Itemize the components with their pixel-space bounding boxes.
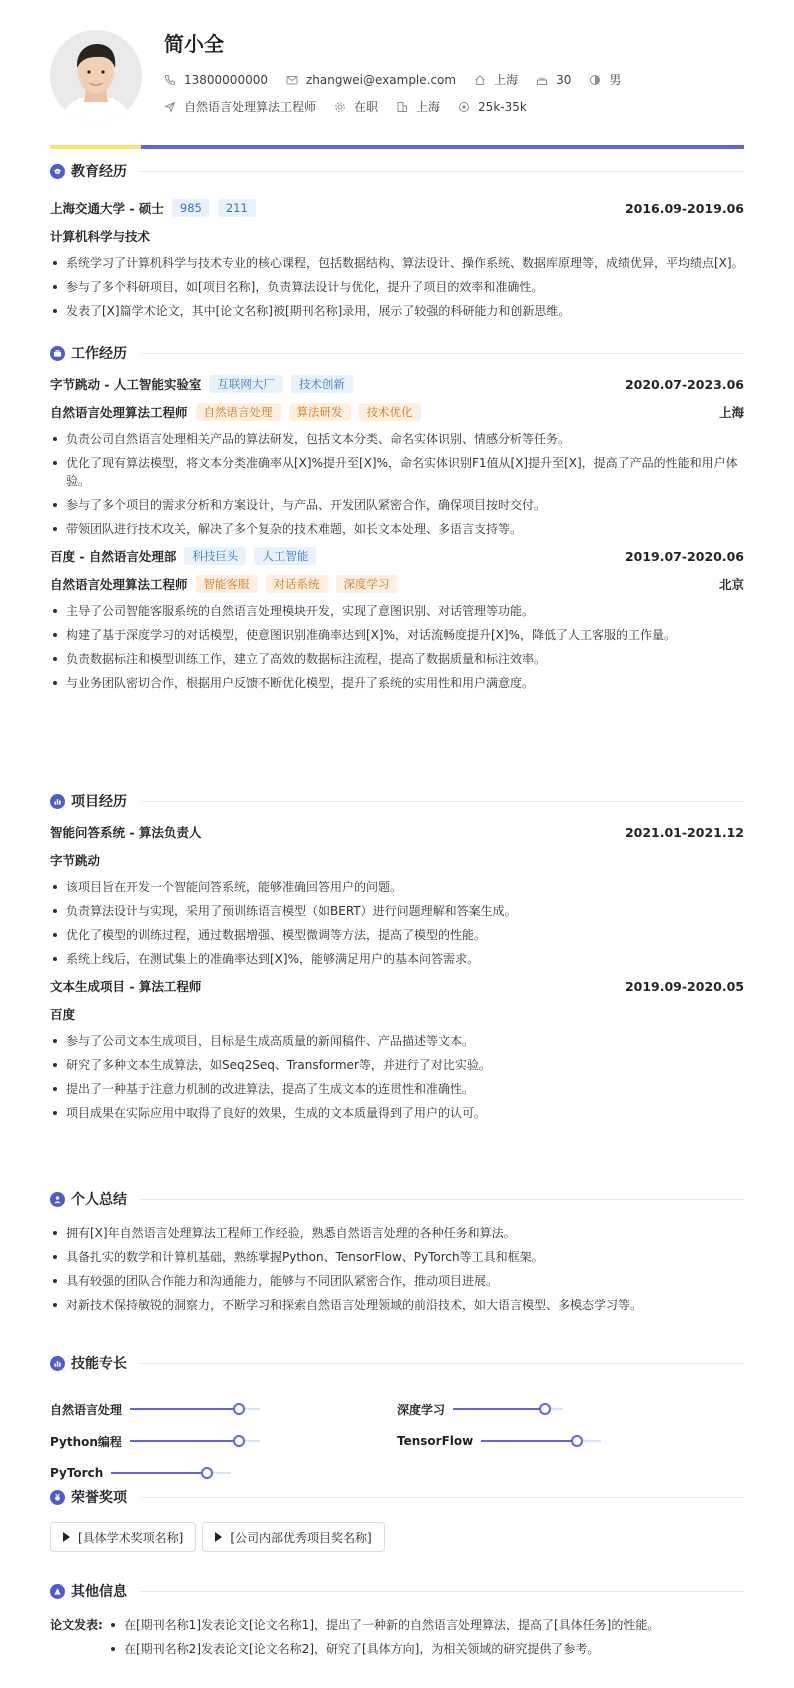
list-item: 负责公司自然语言处理相关产品的算法研发，包括文本分类、命名实体识别、情感分析等任务。 bbox=[50, 430, 744, 448]
project-entry bbox=[50, 974, 744, 1122]
age-text: 30 bbox=[556, 72, 572, 87]
section-rule bbox=[139, 171, 744, 172]
play-icon bbox=[215, 1532, 222, 1542]
section-rule bbox=[139, 801, 744, 802]
section-title: 技能专长 bbox=[71, 1356, 127, 1372]
projects-section bbox=[50, 790, 744, 1128]
list-item: 构建了基于深度学习的对话模型，使意图识别准确率达到[X]%，对话流畅度提升[X]%，降低了人工客服的工作量。 bbox=[50, 626, 744, 644]
phone-item bbox=[164, 73, 268, 87]
list-item: 与业务团队密切合作，根据用户反馈不断优化模型，提升了系统的实用性和用户满意度。 bbox=[50, 674, 744, 692]
education-date: 2016.09-2019.06 bbox=[624, 200, 744, 216]
award-item[interactable] bbox=[50, 1522, 196, 1552]
list-item: 在[期刊名称2]发表论文[论文名称2]，研究了[具体方向]，为相关领域的研究提供了参考。 bbox=[108, 1640, 744, 1658]
list-item: 带领团队进行技术攻关，解决了多个复杂的技术难题，如长文本处理、多语言支持等。 bbox=[50, 520, 744, 538]
company-row bbox=[50, 544, 744, 568]
list-item: 发表了[X]篇学术论文，其中[论文名称]被[期刊名称]录用，展示了较强的科研能力和创新思维。 bbox=[50, 302, 744, 320]
skill-knob bbox=[233, 1403, 245, 1415]
work-location: 上海 bbox=[718, 405, 744, 420]
building-icon bbox=[396, 101, 408, 113]
work-entry bbox=[50, 544, 744, 692]
project-org-row bbox=[50, 1002, 744, 1026]
skill-knob bbox=[233, 1435, 245, 1447]
list-item: 在[期刊名称1]发表论文[论文名称1]，提出了一种新的自然语言处理算法，提高了[具体任务]的性能。 bbox=[108, 1616, 744, 1634]
status-item bbox=[334, 98, 378, 115]
gear-icon bbox=[334, 101, 346, 113]
send-icon bbox=[164, 101, 176, 113]
list-item: 负责数据标注和模型训练工作，建立了高效的数据标注流程，提高了数据质量和标注效率。 bbox=[50, 650, 744, 668]
section-header bbox=[50, 790, 744, 812]
section-rule bbox=[139, 1497, 744, 1498]
skill-track bbox=[481, 1440, 601, 1442]
skill-name: 自然语言处理 bbox=[50, 1402, 123, 1417]
skill-item bbox=[50, 1432, 260, 1450]
skill-fill bbox=[111, 1472, 207, 1474]
award-item[interactable] bbox=[202, 1522, 384, 1552]
mail-icon bbox=[286, 74, 298, 86]
city-item bbox=[474, 71, 518, 88]
project-bullets bbox=[50, 1032, 744, 1122]
education-icon bbox=[50, 164, 65, 179]
skill-item bbox=[397, 1400, 563, 1418]
user-icon bbox=[50, 1192, 65, 1207]
header-divider bbox=[50, 145, 744, 149]
skill-item bbox=[397, 1432, 601, 1450]
list-item: 对新技术保持敏锐的洞察力，不断学习和探索自然语言处理领域的前沿技术，如大语言模型、多模态学习等。 bbox=[50, 1296, 744, 1314]
divider-accent-yellow bbox=[50, 145, 141, 149]
role-tag: 深度学习 bbox=[336, 575, 398, 593]
chart-icon bbox=[50, 794, 65, 809]
role-tag: 算法研发 bbox=[289, 403, 351, 421]
other-row bbox=[50, 1616, 744, 1664]
section-title: 教育经历 bbox=[71, 164, 127, 180]
school-tag: 211 bbox=[218, 199, 256, 217]
work-entry bbox=[50, 372, 744, 538]
skill-track bbox=[111, 1472, 231, 1474]
city-text: 上海 bbox=[494, 73, 519, 87]
skill-knob bbox=[539, 1403, 551, 1415]
section-header bbox=[50, 1188, 744, 1210]
play-icon bbox=[63, 1532, 70, 1542]
work-location: 北京 bbox=[718, 577, 744, 592]
gender-icon bbox=[589, 74, 601, 86]
phone-text: 13800000000 bbox=[184, 72, 268, 87]
gender-item bbox=[589, 71, 621, 88]
project-date: 2021.01-2021.12 bbox=[624, 824, 744, 840]
skill-item bbox=[50, 1400, 260, 1418]
skill-track bbox=[130, 1440, 260, 1442]
target-city-text: 上海 bbox=[416, 100, 441, 114]
info-icon bbox=[50, 1584, 65, 1599]
role-name: 自然语言处理算法工程师 bbox=[50, 577, 188, 592]
email-item bbox=[286, 73, 456, 87]
target-city-item bbox=[396, 98, 440, 115]
company-tag: 互联网大厂 bbox=[209, 375, 283, 393]
skill-track bbox=[453, 1408, 563, 1410]
list-item: 优化了模型的训练过程，通过数据增强、模型微调等方法，提高了模型的性能。 bbox=[50, 926, 744, 944]
project-row bbox=[50, 974, 744, 998]
skill-name: PyTorch bbox=[50, 1466, 104, 1480]
company-tag: 人工智能 bbox=[254, 547, 316, 565]
briefcase-icon bbox=[50, 346, 65, 361]
status-text: 在职 bbox=[354, 100, 379, 114]
education-row bbox=[50, 196, 744, 220]
section-title: 荣誉奖项 bbox=[71, 1490, 127, 1506]
home-icon bbox=[474, 74, 486, 86]
list-item: 研究了多种文本生成算法，如Seq2Seq、Transformer等，并进行了对比实验。 bbox=[50, 1056, 744, 1074]
project-bullets bbox=[50, 878, 744, 968]
section-rule bbox=[139, 353, 744, 354]
salary-icon bbox=[458, 101, 470, 113]
skills-grid bbox=[50, 1374, 744, 1480]
list-item: 具备扎实的数学和计算机基础，熟练掌握Python、TensorFlow、PyTorch等工具和框架。 bbox=[50, 1248, 744, 1266]
cake-icon bbox=[536, 74, 548, 86]
role-row bbox=[50, 572, 744, 596]
skill-fill bbox=[481, 1440, 577, 1442]
gender-text: 男 bbox=[609, 73, 622, 87]
divider-accent-blue bbox=[141, 145, 744, 149]
list-item: 具有较强的团队合作能力和沟通能力，能够与不同团队紧密合作，推动项目进展。 bbox=[50, 1272, 744, 1290]
work-date: 2019.07-2020.06 bbox=[624, 548, 744, 564]
skill-name: 深度学习 bbox=[397, 1402, 446, 1417]
job-title-item bbox=[164, 98, 316, 115]
project-entry bbox=[50, 820, 744, 968]
section-title: 项目经历 bbox=[71, 794, 127, 810]
candidate-name: 简小全 bbox=[164, 32, 224, 56]
major-name: 计算机科学与技术 bbox=[50, 229, 151, 244]
list-item: 主导了公司智能客服系统的自然语言处理模块开发，实现了意图识别、对话管理等功能。 bbox=[50, 602, 744, 620]
list-item: 系统上线后，在测试集上的准确率达到[X]%，能够满足用户的基本问答需求。 bbox=[50, 950, 744, 968]
list-item: 参与了公司文本生成项目，目标是生成高质量的新闻稿件、产品描述等文本。 bbox=[50, 1032, 744, 1050]
skill-fill bbox=[130, 1440, 239, 1442]
education-section bbox=[50, 160, 744, 326]
section-header bbox=[50, 160, 744, 182]
skill-knob bbox=[571, 1435, 583, 1447]
section-title: 其他信息 bbox=[71, 1584, 127, 1600]
skill-name: Python编程 bbox=[50, 1434, 122, 1449]
company-name: 百度 - 自然语言处理部 bbox=[50, 549, 177, 564]
project-org: 百度 bbox=[50, 1007, 76, 1022]
company-row bbox=[50, 372, 744, 396]
work-date: 2020.07-2023.06 bbox=[624, 376, 744, 392]
medal-icon bbox=[50, 1490, 65, 1505]
profile-header bbox=[50, 0, 744, 150]
work-bullets bbox=[50, 430, 744, 538]
project-title: 智能问答系统 - 算法负责人 bbox=[50, 825, 202, 840]
education-bullets bbox=[50, 254, 744, 320]
section-title: 个人总结 bbox=[71, 1192, 127, 1208]
section-header bbox=[50, 1486, 744, 1508]
project-org-row bbox=[50, 848, 744, 872]
summary-bullets bbox=[50, 1224, 744, 1314]
skill-track bbox=[130, 1408, 260, 1410]
contact-row bbox=[164, 71, 639, 88]
section-rule bbox=[139, 1199, 744, 1200]
list-item: 优化了现有算法模型，将文本分类准确率从[X]%提升至[X]%，命名实体识别F1值从[X]提升至[X]，提高了产品的性能和用户体验。 bbox=[50, 454, 744, 490]
section-header bbox=[50, 342, 744, 364]
list-item: 负责算法设计与实现，采用了预训练语言模型（如BERT）进行问题理解和答案生成。 bbox=[50, 902, 744, 920]
list-item: 参与了多个科研项目，如[项目名称]，负责算法设计与优化，提升了项目的效率和准确性。 bbox=[50, 278, 744, 296]
list-item: 提出了一种基于注意力机制的改进算法，提高了生成文本的连贯性和准确性。 bbox=[50, 1080, 744, 1098]
role-tag: 技术优化 bbox=[359, 403, 421, 421]
paper-list bbox=[108, 1616, 744, 1664]
role-tag: 智能客服 bbox=[196, 575, 258, 593]
other-label: 论文发表: bbox=[50, 1618, 103, 1632]
skill-fill bbox=[453, 1408, 545, 1410]
other-section bbox=[50, 1580, 744, 1664]
work-bullets bbox=[50, 602, 744, 692]
list-item: 系统学习了计算机科学与技术专业的核心课程，包括数据结构、算法设计、操作系统、数据库原理等，成绩优异，平均绩点[X]。 bbox=[50, 254, 744, 272]
list-item: 参与了多个项目的需求分析和方案设计，与产品、开发团队紧密合作，确保项目按时交付。 bbox=[50, 496, 744, 514]
company-tag: 技术创新 bbox=[291, 375, 353, 393]
other-content bbox=[50, 1616, 744, 1664]
section-header bbox=[50, 1352, 744, 1374]
award-label: [具体学术奖项名称] bbox=[78, 1530, 184, 1545]
avatar bbox=[50, 30, 142, 122]
skill-knob bbox=[201, 1467, 213, 1479]
award-label: [公司内部优秀项目奖名称] bbox=[230, 1530, 372, 1545]
role-tag: 自然语言处理 bbox=[196, 403, 281, 421]
skill-name: TensorFlow bbox=[397, 1434, 474, 1448]
skill-fill bbox=[130, 1408, 239, 1410]
salary-item bbox=[458, 100, 527, 114]
project-org: 字节跳动 bbox=[50, 853, 101, 868]
awards-list bbox=[50, 1522, 744, 1552]
role-name: 自然语言处理算法工程师 bbox=[50, 405, 188, 420]
age-item bbox=[536, 73, 571, 87]
phone-icon bbox=[164, 74, 176, 86]
job-title-text: 自然语言处理算法工程师 bbox=[184, 100, 317, 114]
school-tag: 985 bbox=[172, 199, 210, 217]
email-text: zhangwei@example.com bbox=[305, 72, 457, 87]
company-tag: 科技巨头 bbox=[184, 547, 246, 565]
list-item: 该项目旨在开发一个智能问答系统，能够准确回答用户的问题。 bbox=[50, 878, 744, 896]
section-title: 工作经历 bbox=[71, 346, 127, 362]
salary-text: 25k-35k bbox=[478, 99, 527, 114]
project-title: 文本生成项目 - 算法工程师 bbox=[50, 979, 202, 994]
project-date: 2019.09-2020.05 bbox=[624, 978, 744, 994]
work-section bbox=[50, 342, 744, 698]
company-name: 字节跳动 - 人工智能实验室 bbox=[50, 377, 202, 392]
section-header bbox=[50, 1580, 744, 1602]
job-intent-row bbox=[164, 98, 545, 115]
school-name: 上海交通大学 - 硕士 bbox=[50, 201, 164, 216]
list-item: 拥有[X]年自然语言处理算法工程师工作经验，熟悉自然语言处理的各种任务和算法。 bbox=[50, 1224, 744, 1242]
role-tag: 对话系统 bbox=[266, 575, 328, 593]
chart-icon bbox=[50, 1356, 65, 1371]
summary-section bbox=[50, 1188, 744, 1320]
list-item: 项目成果在实际应用中取得了良好的效果，生成的文本质量得到了用户的认可。 bbox=[50, 1104, 744, 1122]
skill-item bbox=[50, 1464, 231, 1482]
role-row bbox=[50, 400, 744, 424]
project-row bbox=[50, 820, 744, 844]
section-rule bbox=[139, 1591, 744, 1592]
awards-section bbox=[50, 1486, 744, 1552]
major-row bbox=[50, 224, 744, 248]
skills-section bbox=[50, 1352, 744, 1480]
section-rule bbox=[139, 1363, 744, 1364]
